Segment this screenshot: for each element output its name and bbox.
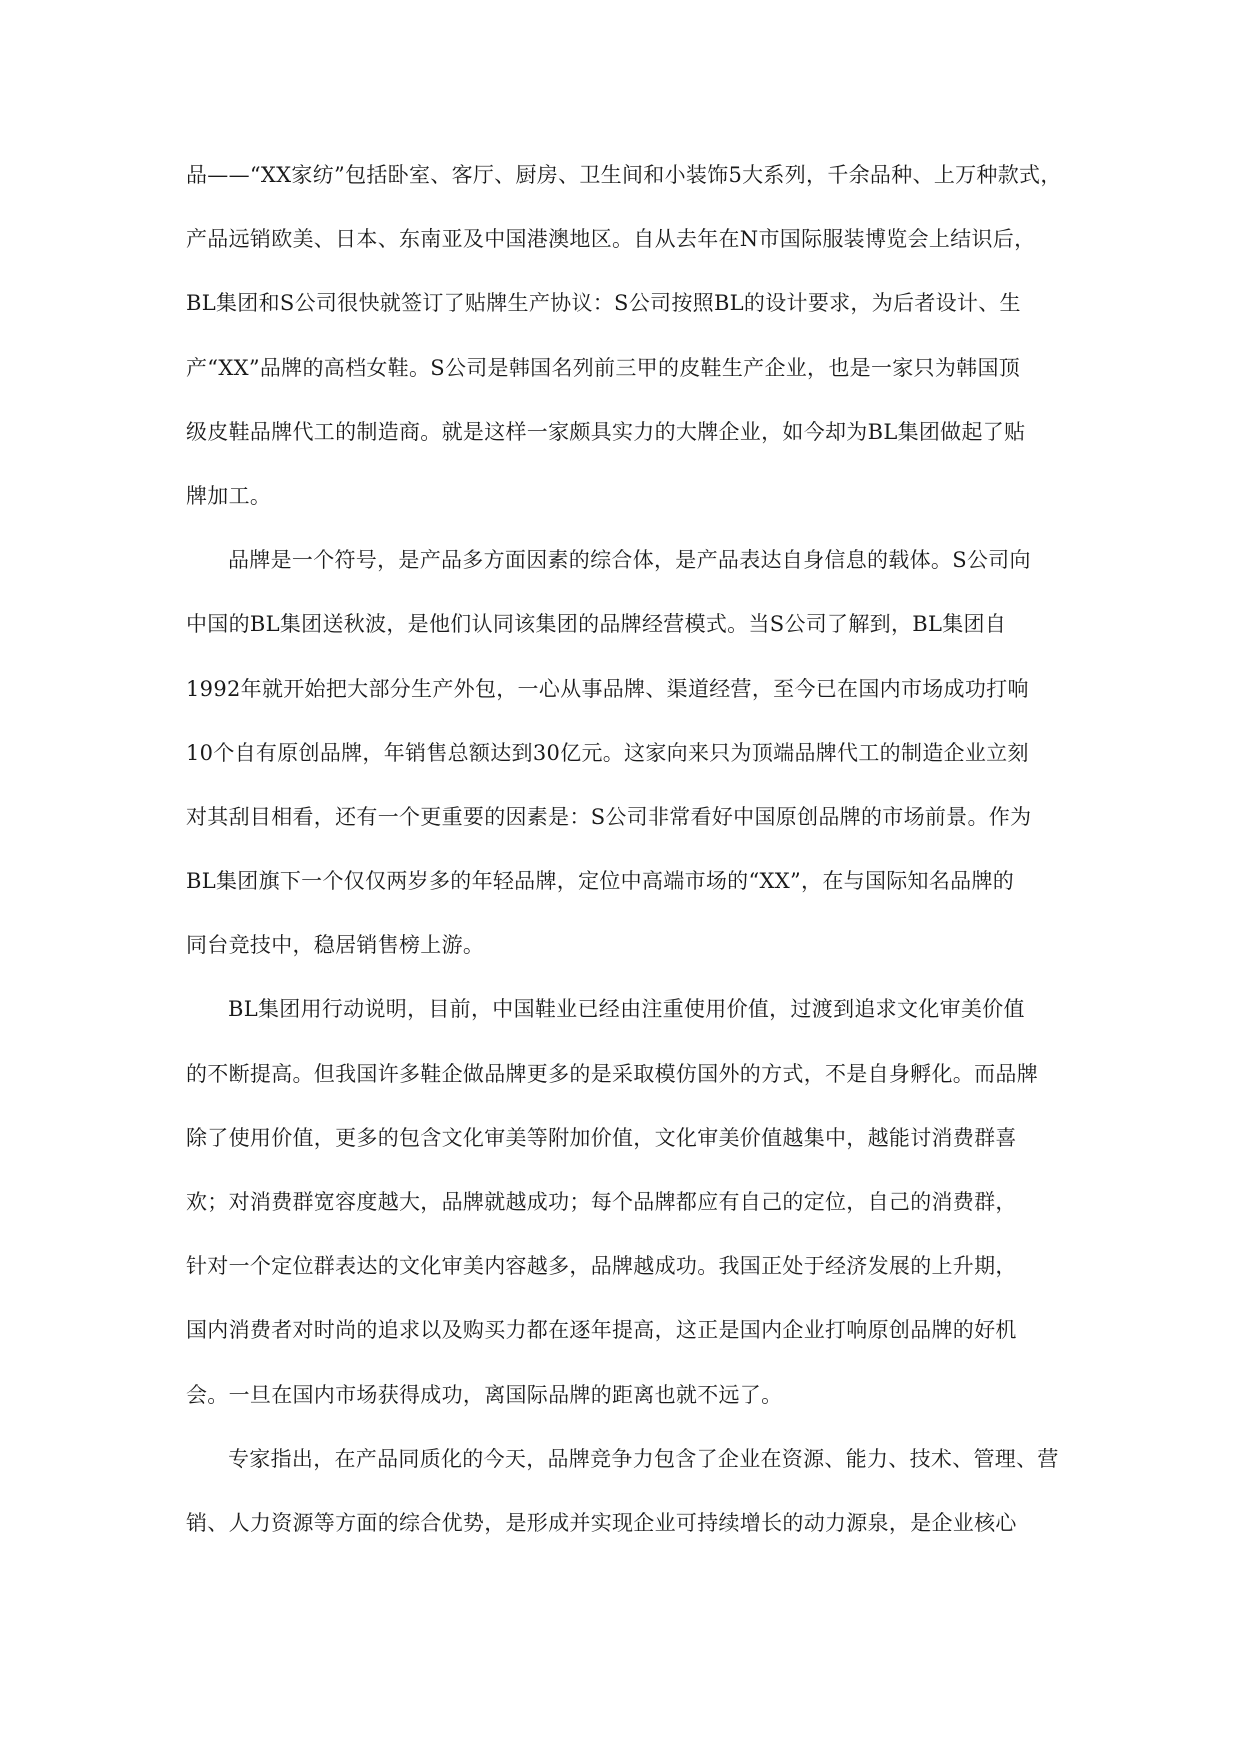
text-line: BL集团和S公司很快就签订了贴牌生产协议：S公司按照BL的设计要求，为后者设计、生 (186, 291, 1021, 316)
text-line: 1992年就开始把大部分生产外包，一心从事品牌、渠道经营，至今已在国内市场成功打响 (186, 676, 1029, 701)
text-line: 同台竞技中，稳居销售榜上游。 (186, 933, 485, 958)
text-line: 对其刮目相看，还有一个更重要的因素是：S公司非常看好中国原创品牌的市场前景。作为 (186, 804, 1032, 829)
text-line: 除了使用价值，更多的包含文化审美等附加价值，文化审美价值越集中，越能讨消费群喜 (186, 1125, 1017, 1150)
text-line: 针对一个定位群表达的文化审美内容越多，品牌越成功。我国正处于经济发展的上升期， (186, 1254, 1017, 1279)
text-line: 品——“XX家纺”包括卧室、客厅、厨房、卫生间和小装饰5大系列，千余品种、上万种款式， (186, 163, 1062, 187)
document-body-text (186, 143, 1076, 1555)
text-line: 的不断提高。但我国许多鞋企做品牌更多的是采取模仿国外的方式，不是自身孵化。而品牌 (186, 1061, 1038, 1086)
text-line: 欢；对消费群宽容度越大，品牌就越成功；每个品牌都应有自己的定位，自己的消费群， (186, 1190, 1017, 1214)
paragraph-first-line: BL集团用行动说明，目前，中国鞋业已经由注重使用价值，过渡到追求文化审美价值 (228, 997, 1025, 1022)
text-line: 产“XX”品牌的高档女鞋。S公司是韩国名列前三甲的皮鞋生产企业，也是一家只为韩国顶 (186, 355, 1021, 380)
text-line: 产品远销欧美、日本、东南亚及中国港澳地区。自从去年在N市国际服装博览会上结识后， (186, 227, 1036, 252)
text-line: 级皮鞋品牌代工的制造商。就是这样一家颇具实力的大牌企业，如今却为BL集团做起了贴 (186, 419, 1026, 444)
text-line: BL集团旗下一个仅仅两岁多的年轻品牌，定位中高端市场的“XX”，在与国际知名品牌的 (186, 869, 1015, 894)
paragraph-first-line: 品牌是一个符号，是产品多方面因素的综合体，是产品表达自身信息的载体。S公司向 (228, 548, 1031, 573)
paragraph-first-line: 专家指出，在产品同质化的今天，品牌竞争力包含了企业在资源、能力、技术、管理、营 (228, 1446, 1059, 1471)
text-line: 销、人力资源等方面的综合优势，是形成并实现企业可持续增长的动力源泉，是企业核心 (186, 1510, 1017, 1535)
text-line: 10个自有原创品牌，年销售总额达到30亿元。这家向来只为顶端品牌代工的制造企业立刻 (186, 740, 1029, 765)
text-line: 牌加工。 (186, 483, 272, 508)
text-line: 会。一旦在国内市场获得成功，离国际品牌的距离也就不远了。 (186, 1382, 783, 1407)
text-line: 中国的BL集团送秋波，是他们认同该集团的品牌经营模式。当S公司了解到，BL集团自 (186, 612, 1007, 637)
text-line: 国内消费者对时尚的追求以及购买力都在逐年提高，这正是国内企业打响原创品牌的好机 (186, 1318, 1017, 1343)
